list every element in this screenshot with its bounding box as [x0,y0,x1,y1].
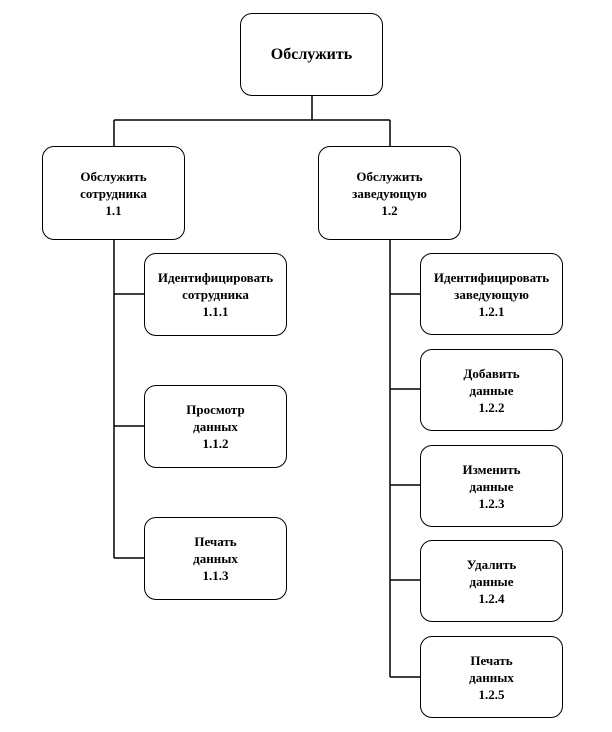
node-1-1-2-code: 1.1.2 [202,436,229,451]
node-1-2 [318,146,461,240]
node-1-2-3-line1: Изменить [462,461,521,477]
node-1-1-code: 1.1 [105,202,122,218]
node-1-1-1-line1: Идентифицировать [157,270,274,285]
node-1-1-line2: сотрудника [80,185,147,201]
node-1-1-1-code: 1.1.1 [202,304,229,319]
node-1-2-1 [420,253,563,335]
node-1-2-1-code: 1.2.1 [478,303,505,319]
node-1-2-line2: заведующую [352,185,427,201]
node-1-2-1-line1: Идентифицировать [433,269,550,285]
node-1-1-3-code: 1.1.3 [202,568,229,583]
node-1-1-3-line2: данных [193,551,238,566]
node-1-2-2 [420,349,563,431]
node-1-2-5-line2: данных [469,669,514,685]
root-node [240,13,383,96]
node-1-2-5-line1: Печать [470,652,513,668]
node-1-1-2-line1: Просмотр [186,402,245,417]
node-1-2-5 [420,636,563,718]
node-1-1 [42,146,185,240]
node-1-2-4-code: 1.2.4 [478,590,505,606]
node-1-2-3-code: 1.2.3 [478,495,505,511]
node-1-1-2-line2: данных [193,419,238,434]
node-1-2-5-code: 1.2.5 [478,686,505,702]
node-1-2-line1: Обслужить [356,168,423,184]
node-1-2-4-line2: данные [469,573,514,589]
node-1-2-4 [420,540,563,622]
node-1-1-1-line2: сотрудника [182,287,249,302]
node-1-1-3 [144,517,287,600]
node-1-2-2-line2: данные [469,382,514,398]
node-1-2-3-line2: данные [469,478,514,494]
node-1-1-1 [144,253,287,336]
node-1-1-line1: Обслужить [80,168,147,184]
node-1-1-2 [144,385,287,468]
node-1-2-3 [420,445,563,527]
node-1-2-2-code: 1.2.2 [478,399,505,415]
node-1-2-1-line2: заведующую [454,286,529,302]
node-1-1-3-line1: Печать [194,534,237,549]
node-1-2-2-line1: Добавить [463,365,520,381]
root-label: Обслужить [270,45,353,63]
node-1-2-code: 1.2 [381,202,398,218]
node-1-2-4-line1: Удалить [466,556,517,572]
